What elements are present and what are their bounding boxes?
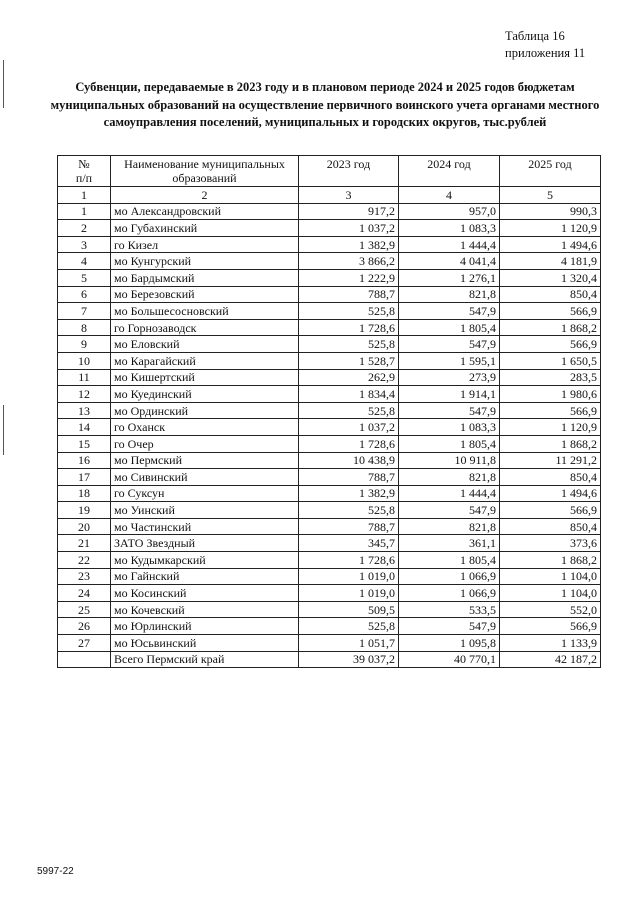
value-2023: 3 866,2 [299, 253, 399, 270]
subventions-table [57, 155, 601, 668]
row-index: 18 [58, 485, 111, 502]
municipality-name: мо Кунгурский [111, 253, 299, 270]
value-2023: 1 834,4 [299, 386, 399, 403]
value-2024: 1 444,4 [399, 485, 500, 502]
column-header-2024: 2024 год [399, 156, 500, 187]
value-2023: 262,9 [299, 369, 399, 386]
municipality-name: мо Частинский [111, 518, 299, 535]
table-reference [505, 28, 585, 62]
column-number: 1 [58, 187, 111, 204]
table-row [58, 618, 601, 635]
value-2024: 821,8 [399, 469, 500, 486]
value-2023: 509,5 [299, 601, 399, 618]
row-index: 16 [58, 452, 111, 469]
margin-mark [3, 60, 4, 108]
table-row [58, 452, 601, 469]
value-2025: 1 120,9 [500, 220, 601, 237]
value-2024: 1 595,1 [399, 352, 500, 369]
value-2025: 1 120,9 [500, 419, 601, 436]
municipality-name: мо Ординский [111, 402, 299, 419]
row-index: 3 [58, 236, 111, 253]
value-2025: 566,9 [500, 336, 601, 353]
municipality-name: мо Куединский [111, 386, 299, 403]
row-index: 14 [58, 419, 111, 436]
column-number: 5 [500, 187, 601, 204]
municipality-name: мо Кудымкарский [111, 552, 299, 569]
row-index: 20 [58, 518, 111, 535]
value-2025: 990,3 [500, 203, 601, 220]
municipality-name: мо Юрлинский [111, 618, 299, 635]
value-2024: 361,1 [399, 535, 500, 552]
value-2024: 1 066,9 [399, 585, 500, 602]
value-2023: 525,8 [299, 303, 399, 320]
municipality-name: го Оханск [111, 419, 299, 436]
municipality-name: мо Гайнский [111, 568, 299, 585]
row-index: 22 [58, 552, 111, 569]
municipality-name: го Очер [111, 435, 299, 452]
value-2024: 273,9 [399, 369, 500, 386]
municipality-name: мо Березовский [111, 286, 299, 303]
value-2025: 1 868,2 [500, 435, 601, 452]
column-number-row [58, 187, 601, 204]
value-2025: 1 104,0 [500, 585, 601, 602]
municipality-name: мо Бардымский [111, 269, 299, 286]
value-2025: 11 291,2 [500, 452, 601, 469]
municipality-name: мо Уинский [111, 502, 299, 519]
row-index: 23 [58, 568, 111, 585]
municipality-name: мо Александровский [111, 203, 299, 220]
table-label: Таблица 16 [505, 29, 565, 43]
value-2024: 10 911,8 [399, 452, 500, 469]
value-2023: 525,8 [299, 336, 399, 353]
value-2024: 1 276,1 [399, 269, 500, 286]
document-code: 5997-22 [37, 866, 74, 877]
table-row [58, 352, 601, 369]
row-index: 6 [58, 286, 111, 303]
municipality-name: мо Большесосновский [111, 303, 299, 320]
value-2023: 1 051,7 [299, 635, 399, 652]
column-number: 2 [111, 187, 299, 204]
value-2024: 1 083,3 [399, 220, 500, 237]
value-2025: 1 494,6 [500, 485, 601, 502]
municipality-name: ЗАТО Звездный [111, 535, 299, 552]
row-index: 7 [58, 303, 111, 320]
value-2025: 1 320,4 [500, 269, 601, 286]
value-2023: 788,7 [299, 286, 399, 303]
table-row [58, 601, 601, 618]
value-2025: 850,4 [500, 518, 601, 535]
value-2023: 525,8 [299, 402, 399, 419]
value-2025: 1 494,6 [500, 236, 601, 253]
value-2023: 1 728,6 [299, 552, 399, 569]
value-2024: 1 066,9 [399, 568, 500, 585]
table-row [58, 336, 601, 353]
value-2025: 566,9 [500, 303, 601, 320]
value-2024: 4 041,4 [399, 253, 500, 270]
column-number: 4 [399, 187, 500, 204]
table-row [58, 552, 601, 569]
municipality-name: мо Пермский [111, 452, 299, 469]
table-row [58, 402, 601, 419]
value-2024: 547,9 [399, 502, 500, 519]
document-title: Субвенции, передаваемые в 2023 году и в плановом периоде 2024 и 2025 годов бюджетам муниципальных образований на осуществление первичного воинского учета органами местного самоуправления поселений, муниципальных и городских округов, тыс.рублей [50, 80, 600, 129]
row-index: 10 [58, 352, 111, 369]
value-2023: 1 382,9 [299, 236, 399, 253]
row-index: 21 [58, 535, 111, 552]
value-2023: 1 382,9 [299, 485, 399, 502]
column-header-2025: 2025 год [500, 156, 601, 187]
table-row [58, 303, 601, 320]
value-2024: 821,8 [399, 518, 500, 535]
table-row [58, 585, 601, 602]
table-row [58, 469, 601, 486]
value-2024: 547,9 [399, 402, 500, 419]
value-2025: 850,4 [500, 286, 601, 303]
municipality-name: мо Губахинский [111, 220, 299, 237]
value-2025: 566,9 [500, 502, 601, 519]
value-2023: 10 438,9 [299, 452, 399, 469]
column-header-name: Наименование муниципальных образований [111, 156, 299, 187]
value-2024: 1 914,1 [399, 386, 500, 403]
row-index: 24 [58, 585, 111, 602]
value-2025: 1 104,0 [500, 568, 601, 585]
row-index: 15 [58, 435, 111, 452]
row-index: 25 [58, 601, 111, 618]
row-index: 2 [58, 220, 111, 237]
value-2023: 1 728,6 [299, 319, 399, 336]
table-row [58, 535, 601, 552]
value-2024: 1 444,4 [399, 236, 500, 253]
value-2023: 788,7 [299, 469, 399, 486]
row-index: 1 [58, 203, 111, 220]
municipality-name: мо Юсьвинский [111, 635, 299, 652]
value-2023: 788,7 [299, 518, 399, 535]
municipality-name: мо Кишертский [111, 369, 299, 386]
value-2024: 547,9 [399, 303, 500, 320]
value-2023: 345,7 [299, 535, 399, 552]
value-2023: 1 019,0 [299, 568, 399, 585]
row-index: 13 [58, 402, 111, 419]
row-index: 5 [58, 269, 111, 286]
row-index: 26 [58, 618, 111, 635]
value-2025: 552,0 [500, 601, 601, 618]
table-row [58, 518, 601, 535]
table-row [58, 369, 601, 386]
row-index: 9 [58, 336, 111, 353]
total-row [58, 651, 601, 668]
table-row [58, 220, 601, 237]
value-2025: 566,9 [500, 618, 601, 635]
appendix-label: приложения 11 [505, 46, 586, 60]
municipality-name: го Кизел [111, 236, 299, 253]
table-row [58, 203, 601, 220]
row-index: 17 [58, 469, 111, 486]
value-2025: 1 133,9 [500, 635, 601, 652]
table-row [58, 568, 601, 585]
value-2023: 917,2 [299, 203, 399, 220]
table-row [58, 286, 601, 303]
municipality-name: го Суксун [111, 485, 299, 502]
table-row [58, 386, 601, 403]
column-header-index: № п/п [58, 156, 111, 187]
margin-mark [3, 405, 4, 455]
value-2023: 525,8 [299, 502, 399, 519]
value-2023: 1 728,6 [299, 435, 399, 452]
municipality-name: мо Кочевский [111, 601, 299, 618]
row-index: 12 [58, 386, 111, 403]
row-index: 19 [58, 502, 111, 519]
row-index: 8 [58, 319, 111, 336]
row-index [58, 651, 111, 668]
value-2025: 373,6 [500, 535, 601, 552]
value-2025: 4 181,9 [500, 253, 601, 270]
table-row [58, 485, 601, 502]
value-2025: 1 980,6 [500, 386, 601, 403]
value-2023: 1 037,2 [299, 220, 399, 237]
value-2024: 1 095,8 [399, 635, 500, 652]
value-2025: 1 868,2 [500, 552, 601, 569]
total-2024: 40 770,1 [399, 651, 500, 668]
municipality-name: мо Карагайский [111, 352, 299, 369]
municipality-name: го Горнозаводск [111, 319, 299, 336]
value-2023: 1 019,0 [299, 585, 399, 602]
total-2025: 42 187,2 [500, 651, 601, 668]
table-row [58, 419, 601, 436]
value-2024: 1 805,4 [399, 552, 500, 569]
table-row [58, 269, 601, 286]
total-label: Всего Пермский край [111, 651, 299, 668]
column-header-2023: 2023 год [299, 156, 399, 187]
total-2023: 39 037,2 [299, 651, 399, 668]
table-row [58, 502, 601, 519]
municipality-name: мо Еловский [111, 336, 299, 353]
table-header-row [58, 156, 601, 187]
municipality-name: мо Сивинский [111, 469, 299, 486]
value-2023: 1 528,7 [299, 352, 399, 369]
value-2024: 821,8 [399, 286, 500, 303]
value-2023: 1 037,2 [299, 419, 399, 436]
table-row [58, 319, 601, 336]
value-2023: 525,8 [299, 618, 399, 635]
value-2024: 1 083,3 [399, 419, 500, 436]
row-index: 27 [58, 635, 111, 652]
value-2024: 1 805,4 [399, 435, 500, 452]
row-index: 11 [58, 369, 111, 386]
value-2024: 547,9 [399, 618, 500, 635]
column-number: 3 [299, 187, 399, 204]
municipality-name: мо Косинский [111, 585, 299, 602]
value-2024: 957,0 [399, 203, 500, 220]
value-2024: 547,9 [399, 336, 500, 353]
value-2025: 1 868,2 [500, 319, 601, 336]
value-2025: 850,4 [500, 469, 601, 486]
value-2023: 1 222,9 [299, 269, 399, 286]
value-2025: 566,9 [500, 402, 601, 419]
value-2024: 533,5 [399, 601, 500, 618]
table-row [58, 253, 601, 270]
table-row [58, 236, 601, 253]
value-2025: 1 650,5 [500, 352, 601, 369]
value-2024: 1 805,4 [399, 319, 500, 336]
table-row [58, 635, 601, 652]
row-index: 4 [58, 253, 111, 270]
table-row [58, 435, 601, 452]
value-2025: 283,5 [500, 369, 601, 386]
